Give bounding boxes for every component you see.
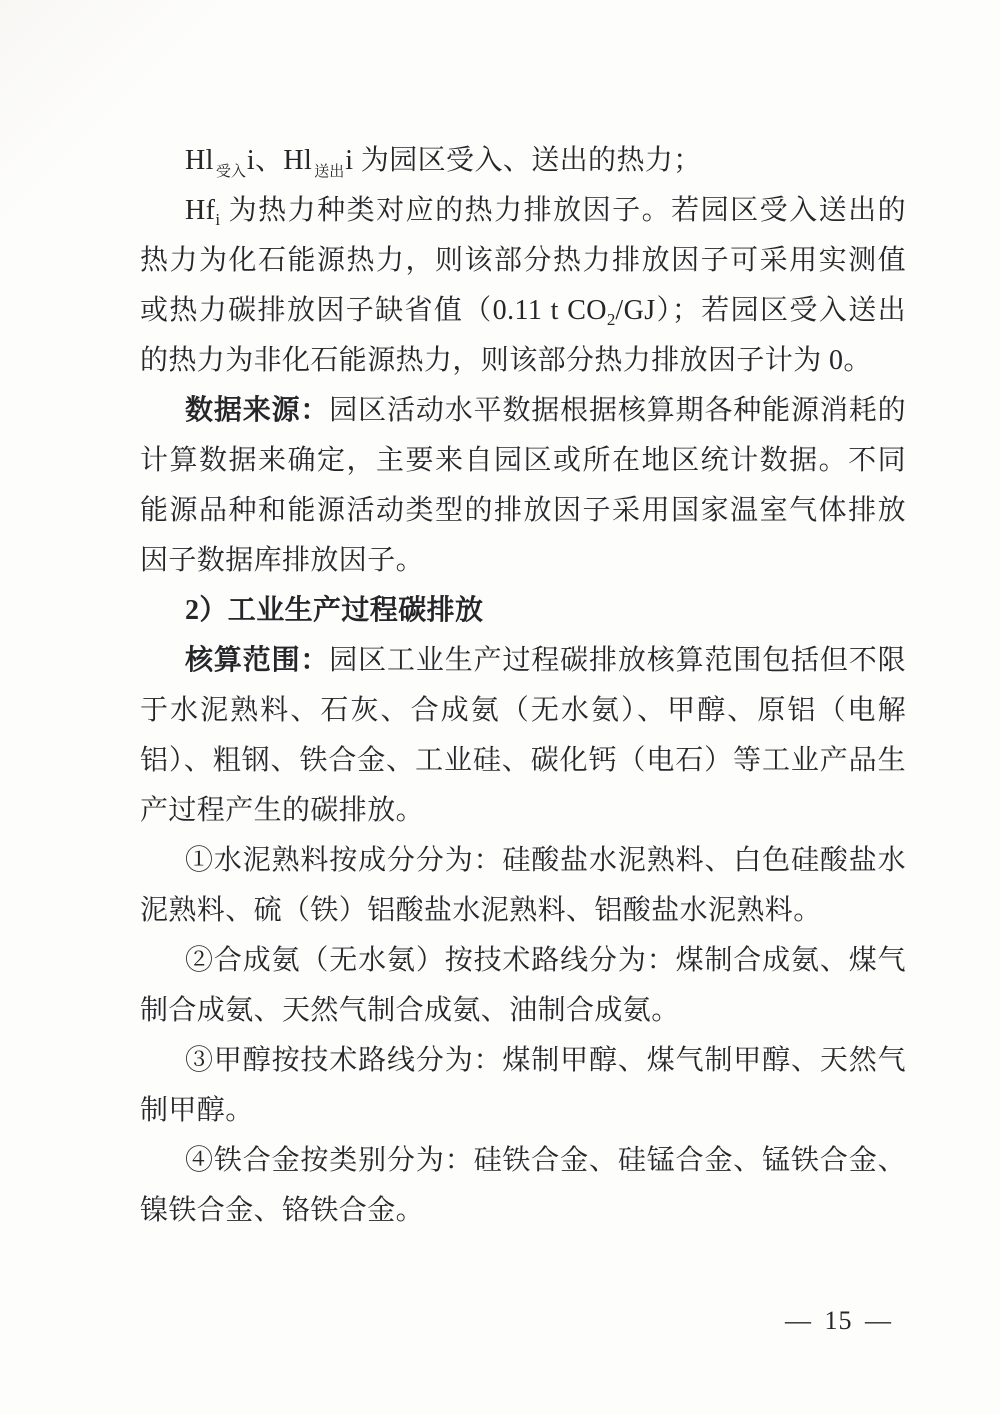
section-heading-industrial-process: 2）工业生产过程碳排放 <box>185 595 484 626</box>
paragraph-heat-emission-factor <box>140 186 906 386</box>
subscript-co2: 2 <box>606 310 616 329</box>
subscript-received: 受入 <box>215 164 246 180</box>
subscript-i: i <box>215 210 221 229</box>
list-item-methanol: ③甲醇按技术路线分为：煤制甲醇、煤气制甲醇、天然气制甲醇。 <box>140 1045 906 1126</box>
paragraph-accounting-scope <box>140 636 906 836</box>
list-item-ferroalloy: ④铁合金按类别分为：硅铁合金、硅锰合金、锰铁合金、镍铁合金、铬铁合金。 <box>140 1145 906 1226</box>
heat-factor-text-a: 为热力种类对应的热力排放因子。若园区受入送出的热力为化石能源热力，则该部分热力排放因子可采用实测值或热力碳排放因子缺省值（0.11 t CO <box>140 195 906 326</box>
paragraph-heat-variables <box>140 136 906 186</box>
variable-hl-received: Hl <box>185 145 214 176</box>
subscript-index-2: i <box>345 145 354 176</box>
subscript-index-1: i、 <box>246 145 284 176</box>
document-body <box>140 136 906 1236</box>
heat-factor-text-b: /GJ）；若园区受入送出的热力为非化石能源热力，则该部分热力排放因子计为 0。 <box>140 295 906 376</box>
accounting-scope-text: 园区工业生产过程碳排放核算范围包括但不限于水泥熟料、石灰、合成氨（无水氨）、甲醇、原铝（电解铝）、粗钢、铁合金、工业硅、碳化钙（电石）等工业产品生产过程产生的碳排放。 <box>140 645 906 826</box>
page-number: — 15 — <box>785 1306 892 1335</box>
data-source-label: 数据来源： <box>185 395 330 426</box>
paragraph-data-source <box>140 386 906 586</box>
list-item-synthetic-ammonia: ②合成氨（无水氨）按技术路线分为：煤制合成氨、煤气制合成氨、天然气制合成氨、油制合成氨。 <box>140 945 906 1026</box>
heat-variables-definition: 为园区受入、送出的热力； <box>353 145 702 176</box>
variable-hl-sent: Hl <box>283 145 313 176</box>
subscript-sent: 送出 <box>314 164 345 180</box>
data-source-text: 园区活动水平数据根据核算期各种能源消耗的计算数据来确定，主要来自园区或所在地区统计数据。不同能源品种和能源活动类型的排放因子采用国家温室气体排放因子数据库排放因子。 <box>140 395 906 576</box>
variable-hf: Hf <box>185 195 216 226</box>
list-item-cement-clinker: ①水泥熟料按成分分为：硅酸盐水泥熟料、白色硅酸盐水泥熟料、硫（铁）铝酸盐水泥熟料、铝酸盐水泥熟料。 <box>140 845 906 926</box>
accounting-scope-label: 核算范围： <box>185 645 330 676</box>
